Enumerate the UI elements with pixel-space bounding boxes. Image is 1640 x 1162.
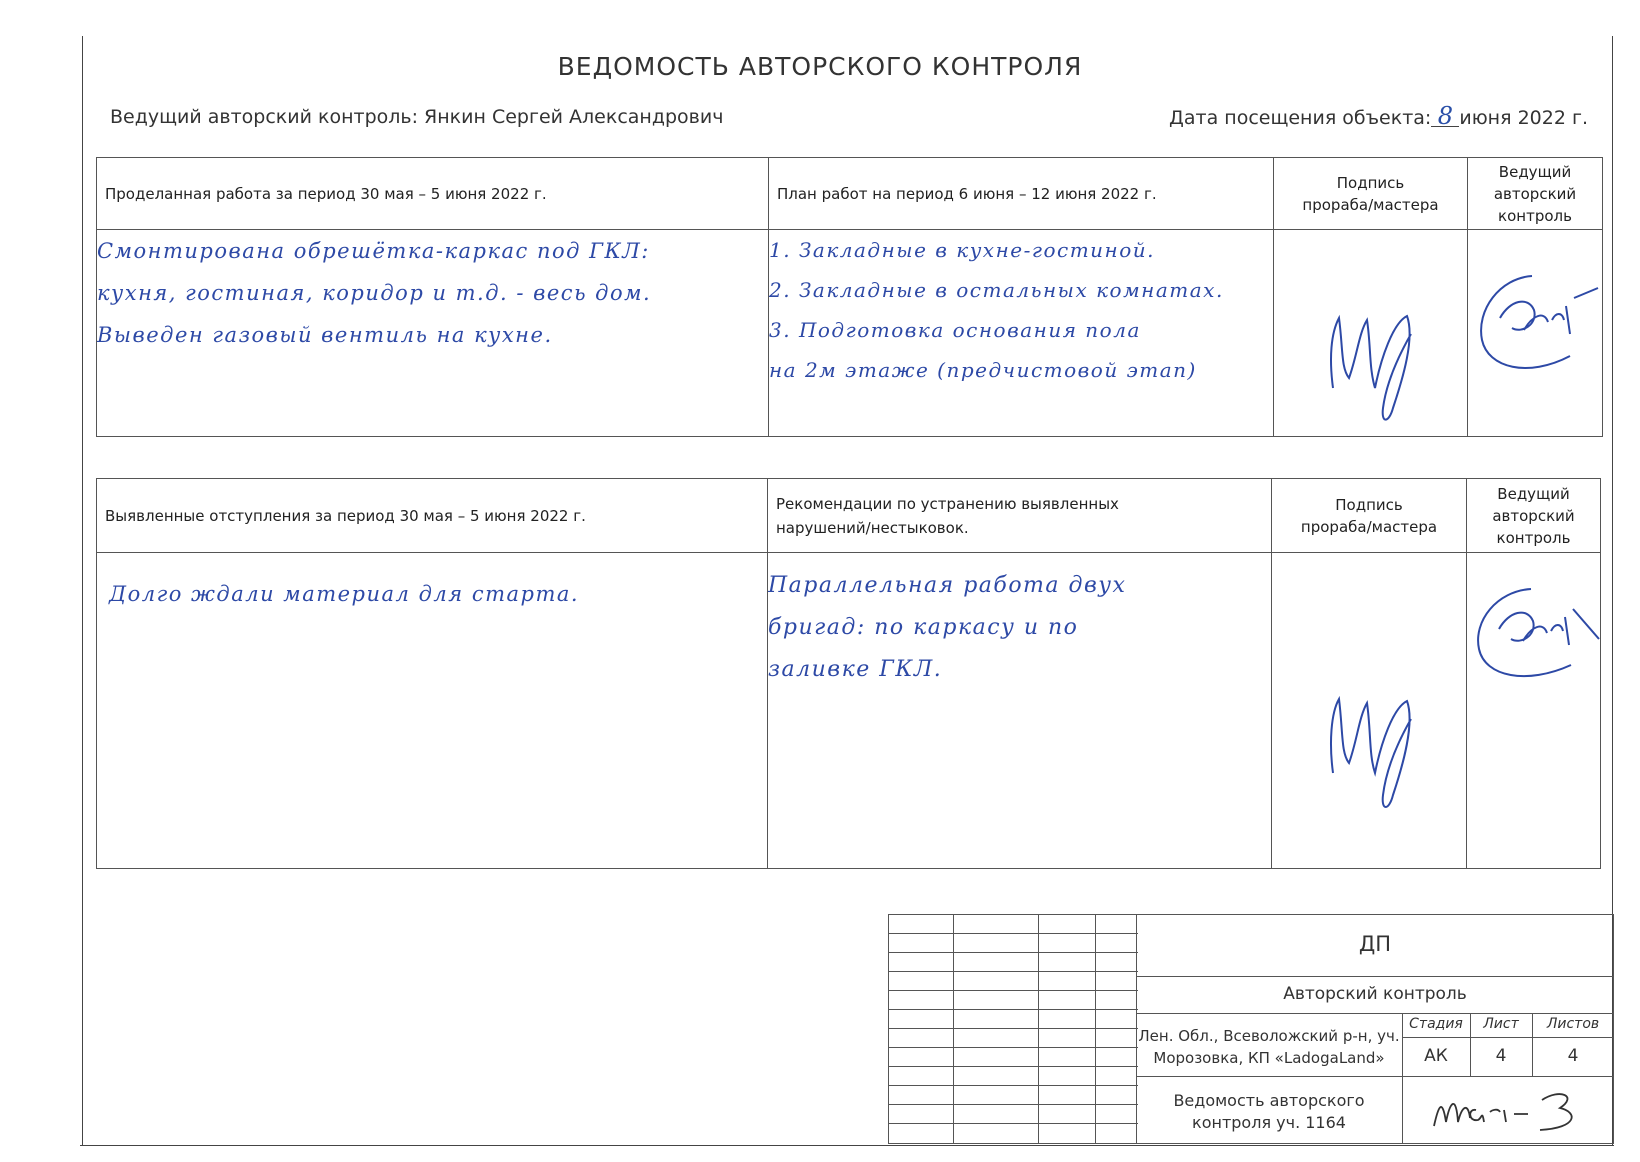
document-name <box>1136 1090 1402 1134</box>
header-lead-line3: контроль <box>1496 528 1571 547</box>
header-lead-line3: контроль <box>1498 206 1572 225</box>
revision-grid-col <box>1095 914 1096 1144</box>
recommendations-cell <box>768 553 1272 869</box>
document-name-line2: контроля уч. 1164 <box>1192 1113 1346 1132</box>
deviations-cell <box>97 553 768 869</box>
revision-grid-col <box>1038 914 1039 1144</box>
lead-signature-icon <box>1467 573 1601 703</box>
header-foreman-line2: прораба/мастера <box>1300 517 1438 536</box>
recommendation-line: Параллельная работа двух <box>768 573 1127 598</box>
title-block-border <box>888 1143 1614 1144</box>
plan-line: на 2м этаже (предчистовой этап) <box>769 358 1197 382</box>
revision-grid-row <box>888 1066 1138 1067</box>
stage-label: Стадия <box>1409 1016 1463 1032</box>
header-done: Проделанная работа за период 30 мая – 5 июня 2022 г. <box>97 158 769 230</box>
revision-grid-row <box>888 1104 1138 1105</box>
header-lead-line1: Ведущий <box>1497 484 1570 503</box>
visit-date <box>1169 102 1588 130</box>
lead-signature-icon <box>1470 258 1600 408</box>
recommendation-line: заливке ГКЛ. <box>768 657 943 682</box>
revision-grid-row <box>888 1009 1138 1010</box>
header-foreman-line1: Подпись <box>1336 173 1405 192</box>
header-recommendations-line1: Рекомендации по устранению выявленных <box>776 494 1119 513</box>
object-address-line2: Морозовка, КП «LadogaLand» <box>1153 1049 1385 1067</box>
visit-date-day: 8 <box>1431 106 1459 127</box>
header-recommendations-line2: нарушений/нестыковок. <box>776 518 969 537</box>
header-lead-line2: авторский <box>1493 184 1577 203</box>
stage-value: АК <box>1424 1046 1448 1066</box>
page-title: ВЕДОМОСТЬ АВТОРСКОГО КОНТРОЛЯ <box>557 52 1083 81</box>
sheet-value: 4 <box>1495 1046 1507 1066</box>
done-line: кухня, гостиная, коридор и т.д. - весь дом. <box>97 281 652 305</box>
header-foreman <box>1272 479 1467 553</box>
revision-grid-col <box>953 914 954 1144</box>
header-deviations: Выявленные отступления за период 30 мая – 5 июня 2022 г. <box>97 479 768 553</box>
lead-signature-cell <box>1468 230 1603 437</box>
header-recommendations <box>768 479 1272 553</box>
plan-line: 3. Подготовка основания пола <box>769 318 1141 342</box>
revision-grid-row <box>888 933 1138 934</box>
revision-grid-row <box>888 990 1138 991</box>
header-lead-line1: Ведущий <box>1498 162 1572 181</box>
sheet-label: Лист <box>1483 1016 1519 1032</box>
title-block-row <box>1136 976 1614 977</box>
revision-grid-row <box>888 1085 1138 1086</box>
header-plan: План работ на период 6 июня – 12 июня 2022 г. <box>769 158 1274 230</box>
object-address <box>1136 1025 1402 1069</box>
lead-signature-cell <box>1467 553 1601 869</box>
done-cell <box>97 230 769 437</box>
frame-left-border <box>82 36 83 1146</box>
title-block-row <box>1402 1037 1614 1038</box>
header-lead <box>1468 158 1603 230</box>
visit-date-prefix: Дата посещения объекта: <box>1169 107 1432 129</box>
revision-grid-row <box>888 1047 1138 1048</box>
done-line: Выведен газовый вентиль на кухне. <box>97 323 553 347</box>
revision-grid-row <box>888 952 1138 953</box>
title-block <box>888 914 1614 1144</box>
plan-line: 2. Закладные в остальных комнатах. <box>769 278 1224 302</box>
plan-cell <box>769 230 1274 437</box>
foreman-signature-icon <box>1309 633 1429 823</box>
foreman-signature-cell <box>1274 230 1468 437</box>
deviations-table <box>96 478 1601 869</box>
header-foreman-line2: прораба/мастера <box>1302 195 1439 214</box>
title-block-border <box>888 914 1614 915</box>
sheets-label: Листов <box>1546 1016 1600 1032</box>
revision-grid-row <box>888 1028 1138 1029</box>
header-lead-line2: авторский <box>1492 506 1575 525</box>
foreman-signature-cell <box>1272 553 1467 869</box>
document-name-line1: Ведомость авторского <box>1173 1091 1365 1110</box>
revision-grid-row <box>888 1123 1138 1124</box>
plan-line: 1. Закладные в кухне-гостиной. <box>769 238 1155 262</box>
document-code: ДП <box>1358 932 1392 956</box>
title-block-col <box>1402 1013 1403 1144</box>
header-lead <box>1467 479 1601 553</box>
lead-supervisor: Ведущий авторский контроль: Янкин Сергей Александрович <box>110 106 724 128</box>
recommendation-line: бригад: по каркасу и по <box>768 615 1079 640</box>
sheets-value: 4 <box>1567 1046 1579 1066</box>
title-block-row <box>1136 1076 1614 1077</box>
frame-bottom-border <box>80 1145 1614 1146</box>
header-foreman-line1: Подпись <box>1335 495 1403 514</box>
author-signature-icon <box>1428 1082 1598 1138</box>
revision-grid-row <box>888 971 1138 972</box>
title-block-border <box>888 914 889 1144</box>
deviation-line: Долго ждали материал для старта. <box>109 582 580 606</box>
title-block-row <box>1136 1013 1614 1014</box>
foreman-signature-icon <box>1311 238 1431 428</box>
header-foreman <box>1274 158 1468 230</box>
object-address-line1: Лен. Обл., Всеволожский р-н, уч. <box>1138 1027 1400 1045</box>
done-line: Смонтирована обрешётка-каркас под ГКЛ: <box>97 239 650 263</box>
visit-date-suffix: июня 2022 г. <box>1459 107 1588 129</box>
document-section: Авторский контроль <box>1283 984 1467 1004</box>
work-table <box>96 157 1603 437</box>
